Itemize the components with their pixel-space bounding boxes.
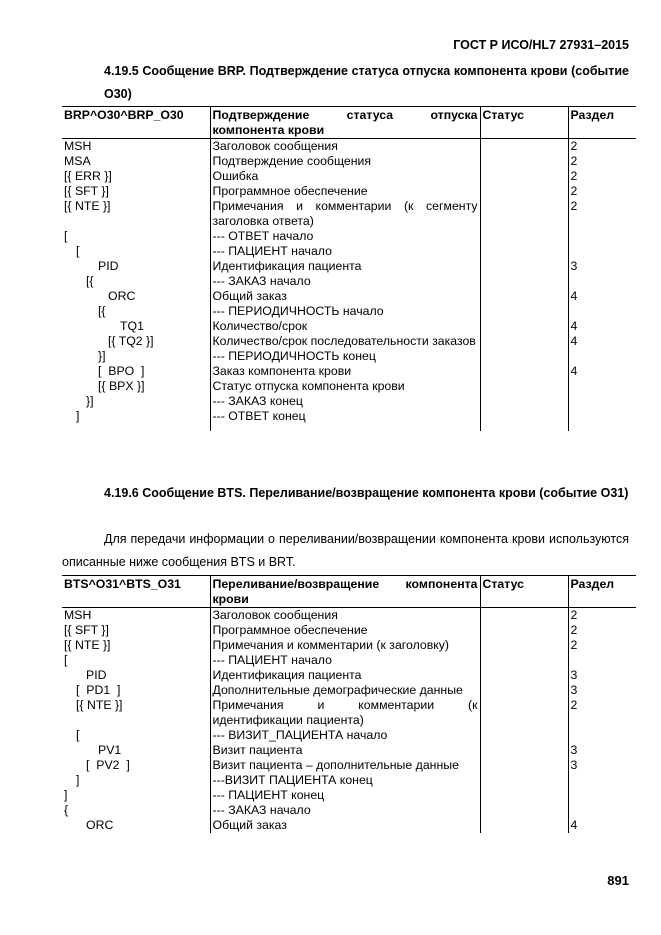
chapter-cell [568,349,636,364]
col-header-structure: BRP^O30^BRP_O30 [62,107,210,139]
segment-cell: PID [86,668,107,682]
chapter-cell [568,244,636,259]
table-row [62,169,636,184]
segment-cell: [{ ERR }] [64,169,112,183]
table-row [62,773,636,788]
table-row [62,668,636,683]
chapter-cell: 3 [568,668,636,683]
segment-cell: }] [86,394,94,408]
chapter-cell: 2 [568,199,636,229]
segment-cell: [{ SFT }] [64,184,109,198]
description-cell: Программное обеспечение [210,623,480,638]
status-cell [480,608,568,624]
status-cell [480,289,568,304]
table-row [62,638,636,653]
description-cell: Заказ компонента крови [210,364,480,379]
description-cell: Заголовок сообщения [210,139,480,155]
status-cell [480,698,568,728]
table-row [62,788,636,803]
chapter-cell [568,803,636,818]
table-row [62,229,636,244]
status-cell [480,274,568,289]
section-title-4-19-5: 4.19.5 Сообщение BRP. Подтверждение статуса отпуска компонента крови (событие O30) [104,64,629,101]
segment-cell: MSA [64,154,91,168]
segment-cell: ORC [86,818,114,832]
segment-cell: PV1 [98,743,122,757]
segment-cell: MSH [64,608,92,622]
chapter-cell [568,773,636,788]
description-cell: --- ПАЦИЕНТ начало [210,653,480,668]
chapter-cell: 4 [568,319,636,334]
table-row [62,608,636,624]
description-cell: Заголовок сообщения [210,608,480,624]
chapter-cell: 2 [568,638,636,653]
table-row [62,758,636,773]
status-cell [480,154,568,169]
segment-cell: { [64,803,69,817]
status-cell [480,409,568,431]
chapter-cell [568,274,636,289]
status-cell [480,304,568,319]
table-row [62,184,636,199]
description-cell: --- ЗАКАЗ начало [210,803,480,818]
description-cell: Идентификация пациента [210,668,480,683]
table-row [62,623,636,638]
status-cell [480,199,568,229]
description-cell: Общий заказ [210,818,480,833]
table-row [62,139,636,155]
segment-cell: MSH [64,139,92,153]
segment-cell: TQ1 [120,319,144,333]
segment-cell: [ PD1 ] [76,683,121,697]
table-row [62,409,636,431]
status-cell [480,683,568,698]
status-cell [480,668,568,683]
status-cell [480,169,568,184]
segment-cell: ] [64,788,68,802]
status-cell [480,728,568,743]
description-cell: Подтверждение сообщения [210,154,480,169]
table-header-row [62,107,636,139]
description-cell: --- ПАЦИЕНТ конец [210,788,480,803]
table-body [62,608,636,834]
chapter-cell: 2 [568,139,636,155]
chapter-cell: 3 [568,758,636,773]
status-cell [480,818,568,833]
segment-cell: [ [64,653,68,667]
chapter-cell: 3 [568,743,636,758]
running-header: ГОСТ Р ИСО/HL7 27931–2015 [453,38,629,52]
segment-cell: [ [64,229,68,243]
segment-cell: }] [98,349,106,363]
table-row [62,199,636,229]
status-cell [480,803,568,818]
chapter-cell [568,409,636,431]
table-row [62,698,636,728]
description-cell: Количество/срок последовательности заказов [210,334,480,349]
segment-cell: [{ SFT }] [64,623,109,637]
table-row [62,803,636,818]
chapter-cell: 2 [568,623,636,638]
status-cell [480,349,568,364]
segment-cell: [ PV2 ] [86,758,130,772]
chapter-cell [568,379,636,394]
description-cell: --- ПЕРИОДИЧНОСТЬ начало [210,304,480,319]
description-cell: --- ВИЗИТ_ПАЦИЕНТА начало [210,728,480,743]
status-cell [480,638,568,653]
table-row [62,259,636,274]
segment-cell: ] [76,773,80,787]
chapter-cell [568,304,636,319]
status-cell [480,788,568,803]
col-header-description: Подтверждение статуса отпуска компонента крови [210,107,480,139]
status-cell [480,229,568,244]
col-header-structure: BTS^O31^BTS_O31 [62,576,210,608]
table-row [62,743,636,758]
description-cell: Общий заказ [210,289,480,304]
table-row [62,683,636,698]
chapter-cell: 4 [568,364,636,379]
table-row [62,154,636,169]
table-row [62,274,636,289]
segment-cell: [{ [86,274,94,288]
description-cell: Примечания и комментарии (к заголовку) [210,638,480,653]
segment-cell: [ [76,728,80,742]
table-row [62,289,636,304]
chapter-cell: 4 [568,334,636,349]
status-cell [480,139,568,155]
table-row [62,728,636,743]
chapter-cell: 4 [568,289,636,304]
chapter-cell: 2 [568,184,636,199]
description-cell: Примечания и комментарии (к сегменту заголовка ответа) [210,199,480,229]
description-cell: Примечания и комментарии (к идентификации пациента) [210,698,480,728]
section-paragraph: Для передачи информации о переливании/возвращении компонента крови используются описанные ниже сообщения BTS и BRT. [62,532,629,569]
segment-cell: [{ BPX }] [98,379,145,393]
table-brp-o30 [62,106,636,431]
col-header-status: Статус [480,576,568,608]
description-cell: Идентификация пациента [210,259,480,274]
status-cell [480,184,568,199]
status-cell [480,334,568,349]
table-header-row [62,576,636,608]
chapter-cell: 4 [568,818,636,833]
col-header-description: Переливание/возвращение компонента крови [210,576,480,608]
table-bts-o31 [62,575,636,833]
col-header-chapter: Раздел [568,107,636,139]
chapter-cell: 2 [568,169,636,184]
table-row [62,394,636,409]
description-cell: Программное обеспечение [210,184,480,199]
col-header-chapter: Раздел [568,576,636,608]
description-cell: --- ЗАКАЗ конец [210,394,480,409]
status-cell [480,653,568,668]
status-cell [480,758,568,773]
table-row [62,818,636,833]
chapter-cell: 3 [568,259,636,274]
description-cell: Количество/срок [210,319,480,334]
table-row [62,319,636,334]
status-cell [480,319,568,334]
segment-cell: PID [98,259,119,273]
chapter-cell [568,728,636,743]
status-cell [480,773,568,788]
description-cell: --- ПАЦИЕНТ начало [210,244,480,259]
status-cell [480,743,568,758]
description-cell: --- ОТВЕТ начало [210,229,480,244]
description-cell: Дополнительные демографические данные [210,683,480,698]
table-row [62,349,636,364]
chapter-cell: 2 [568,608,636,624]
segment-cell: [{ TQ2 }] [108,334,154,348]
page-number: 891 [607,873,629,888]
segment-cell: ] [76,409,80,423]
segment-cell: [ BPO ] [98,364,145,378]
chapter-cell: 3 [568,683,636,698]
segment-cell: [{ NTE }] [64,638,111,652]
table-body [62,139,636,432]
segment-cell: [ [76,244,80,258]
chapter-cell [568,394,636,409]
description-cell: --- ЗАКАЗ начало [210,274,480,289]
chapter-cell [568,653,636,668]
status-cell [480,259,568,274]
table-row [62,653,636,668]
description-cell: Статус отпуска компонента крови [210,379,480,394]
segment-cell: [{ NTE }] [76,698,123,712]
chapter-cell: 2 [568,698,636,728]
description-cell: Визит пациента – дополнительные данные [210,758,480,773]
description-cell: Визит пациента [210,743,480,758]
chapter-cell: 2 [568,154,636,169]
status-cell [480,394,568,409]
segment-cell: [{ [98,304,106,318]
table-row [62,304,636,319]
status-cell [480,623,568,638]
segment-cell: [{ NTE }] [64,199,111,213]
col-header-status: Статус [480,107,568,139]
description-cell: Ошибка [210,169,480,184]
table-row [62,364,636,379]
status-cell [480,364,568,379]
chapter-cell [568,788,636,803]
section-title-4-19-6: 4.19.6 Сообщение BTS. Переливание/возвращение компонента крови (событие O31) [104,486,629,500]
table-row [62,334,636,349]
description-cell: --- ОТВЕТ конец [210,409,480,431]
description-cell: ---ВИЗИТ ПАЦИЕНТА конец [210,773,480,788]
status-cell [480,244,568,259]
status-cell [480,379,568,394]
segment-cell: ORC [108,289,136,303]
description-cell: --- ПЕРИОДИЧНОСТЬ конец [210,349,480,364]
chapter-cell [568,229,636,244]
table-row [62,244,636,259]
table-row [62,379,636,394]
